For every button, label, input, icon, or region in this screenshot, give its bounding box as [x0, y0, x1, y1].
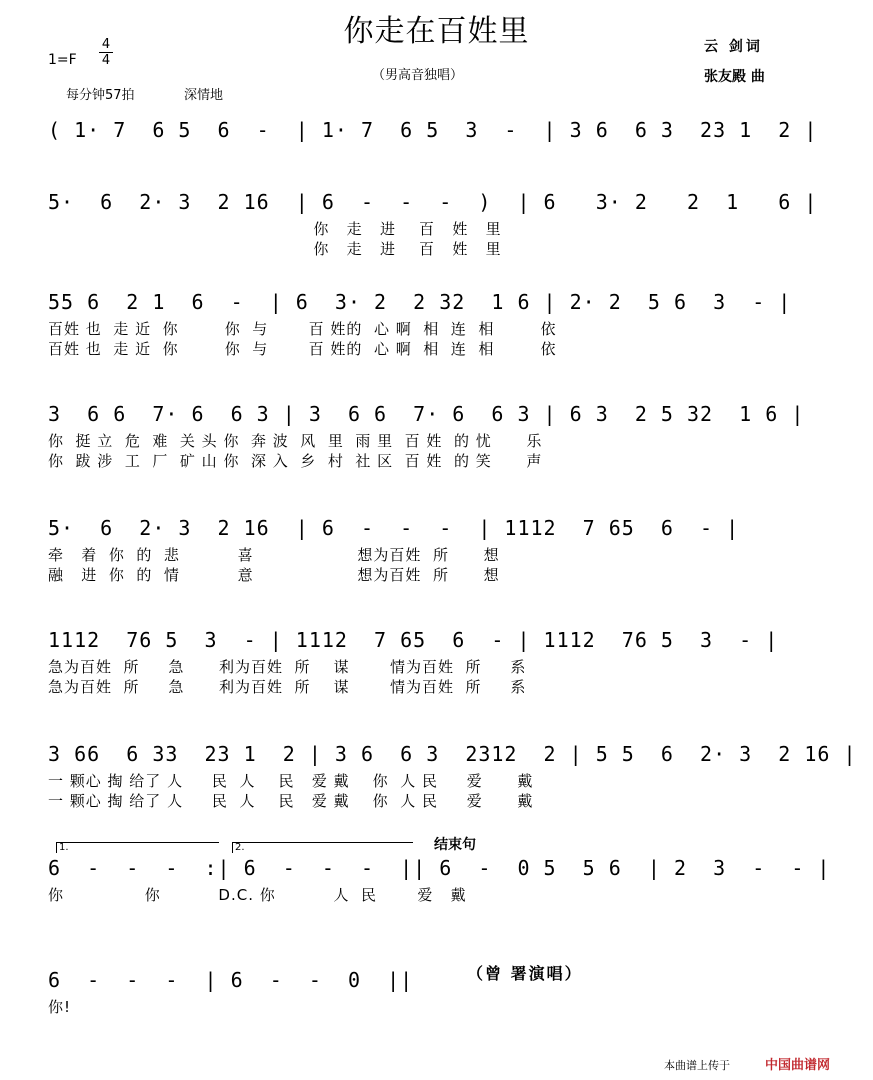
notes-line: 6 - - - | 6 - - 0 ||: [48, 968, 414, 992]
notes-line: 5· 6 2· 3 2 16 | 6 - - - ) | 6 3· 2 2 1 6 |: [48, 190, 818, 214]
footer-upload-note: 本曲谱上传于: [664, 1059, 730, 1072]
lyricist: 云 剑词: [704, 39, 763, 55]
timesig-top: 4: [101, 37, 111, 52]
notes-line: 1112 76 5 3 - | 1112 7 65 6 - | 1112 76 5 3 - |: [48, 628, 779, 652]
expression-marking: 深情地: [184, 88, 224, 103]
score-system-5: [0, 516, 873, 626]
lyrics-verse-1: 你 走 进 百 姓 里: [48, 220, 502, 238]
lyrics-verse-2: 你 跋 涉 工 厂 矿 山 你 深 入 乡 村 社 区 百 姓 的 笑 声: [48, 452, 543, 470]
lyrics-verse-1: 牵 着 你 的 悲 喜 想为百姓 所 想: [48, 546, 500, 564]
time-signature: [99, 38, 113, 67]
song-subtitle: （男高音独唱）: [372, 68, 464, 83]
score-system-4: [0, 402, 873, 512]
key-signature: 1=F: [48, 52, 77, 68]
volta-first-ending: 1.: [56, 842, 219, 853]
notes-line: 6 - - - :| 6 - - - || 6 - 0 5 5 6 | 2 3 - - |: [48, 856, 831, 880]
lyrics-verse-1: 你 挺 立 危 难 关 头 你 奔 波 风 里 雨 里 百 姓 的 忧 乐: [48, 432, 543, 450]
lyrics-verse-1: 你 你 D.C. 你 人 民 爱 戴: [48, 886, 467, 904]
lyrics-verse-2: 一 颗心 掏 给了 人 民 人 民 爱 戴 你 人 民 爱 戴: [48, 792, 534, 810]
score-system-6: [0, 628, 873, 738]
volta-second-ending: 2.: [232, 842, 413, 853]
notes-line: 55 6 2 1 6 - | 6 3· 2 2 32 1 6 | 2· 2 5 6 3 - |: [48, 290, 792, 314]
performer-credit: （曾 署演唱）: [467, 964, 583, 983]
lyrics-verse-2: 融 进 你 的 情 意 想为百姓 所 想: [48, 566, 500, 584]
notes-line: 3 6 6 7· 6 6 3 | 3 6 6 7· 6 6 3 | 6 3 2 5 32 1 6 |: [48, 402, 805, 426]
score-system-9: [0, 968, 873, 1078]
lyrics-verse-1: 你!: [48, 998, 72, 1016]
ending-label: 结束句: [434, 837, 476, 853]
lyrics-verse-1: 急为百姓 所 急 利为百姓 所 谋 情为百姓 所 系: [48, 658, 527, 676]
song-title: 你走在百姓里: [343, 14, 530, 49]
lyrics-verse-1: 一 颗心 掏 给了 人 民 人 民 爱 戴 你 人 民 爱 戴: [48, 772, 534, 790]
notes-line: 3 66 6 33 23 1 2 | 3 6 6 3 2312 2 | 5 5 6 2· 3 2 16 |: [48, 742, 857, 766]
lyrics-verse-2: 百姓 也 走 近 你 你 与 百 姓的 心 啊 相 连 相 依: [48, 340, 557, 358]
notes-line: 5· 6 2· 3 2 16 | 6 - - - | 1112 7 65 6 - |: [48, 516, 740, 540]
timesig-bottom: 4: [101, 53, 111, 68]
score-system-8: [0, 837, 873, 966]
lyrics-verse-2: 急为百姓 所 急 利为百姓 所 谋 情为百姓 所 系: [48, 678, 527, 696]
notes-line: ( 1· 7 6 5 6 - | 1· 7 6 5 3 - | 3 6 6 3 23 1 2 |: [48, 118, 818, 142]
tempo-marking: 每分钟57拍: [66, 88, 135, 103]
lyrics-verse-1: 百姓 也 走 近 你 你 与 百 姓的 心 啊 相 连 相 依: [48, 320, 557, 338]
score-system-3: [0, 290, 873, 400]
site-logo: 中国曲谱网: [765, 1058, 831, 1073]
lyrics-verse-2: 你 走 进 百 姓 里: [48, 240, 502, 258]
score-system-2: [0, 190, 873, 300]
composer: 张友殿 曲: [704, 69, 765, 85]
